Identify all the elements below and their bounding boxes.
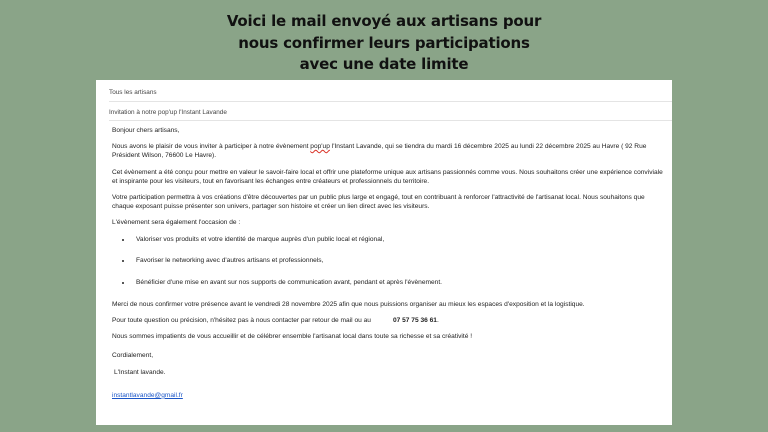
paragraph-contact	[112, 316, 664, 325]
slide-headline	[0, 11, 768, 76]
headline-line-2: nous confirmer leurs participations	[238, 33, 530, 52]
benefits-list	[112, 235, 664, 287]
paragraph-invitation	[112, 142, 664, 160]
text: .	[436, 317, 439, 325]
signoff: Cordialement,	[112, 352, 154, 360]
misspelled-word: pop'up	[310, 143, 330, 151]
list-intro: L'évènement sera également l'occasion de :	[112, 219, 241, 227]
divider	[109, 120, 672, 121]
email-screenshot	[96, 80, 672, 425]
email-body[interactable]	[112, 126, 664, 400]
list-item: • Valoriser vos produits et votre identité de marque auprès d'un public local et régional,	[132, 235, 664, 244]
text: Pour toute question ou précision, n'hésitez pas à nous contacter par retour de mail ou au	[112, 317, 371, 325]
divider	[109, 101, 672, 102]
paragraph-concept: Cet évènement a été conçu pour mettre en valeur le savoir-faire local et offrir une plateforme unique aux artisans passionnés comme vous. Nous souhaitons créer une expérience conviviale et inspirante pour les visiteurs, tout en favorisant les échanges entre créateurs et professionnels du territoire.	[112, 168, 663, 185]
signature: L'Instant lavande.	[114, 368, 166, 376]
paragraph-closing: Nous sommes impatients de vous accueillir et de célébrer ensemble l'artisanat local dans toute sa richesse et sa créativité !	[112, 333, 473, 341]
list-item: • Bénéficier d'une mise en avant sur nos supports de communication avant, pendant et après l'évènement.	[132, 278, 664, 287]
headline-line-3: avec une date limite	[299, 55, 469, 73]
greeting: Bonjour chers artisans,	[112, 127, 180, 134]
list-item: • Favoriser le networking avec d'autres artisans et professionnels,	[132, 256, 664, 265]
email-to-field[interactable]: Tous les artisans	[109, 89, 157, 96]
paragraph-deadline: Merci de nous confirmer votre présence avant le vendredi 28 novembre 2025 afin que nous puissions organiser au mieux les espaces d'exposition et la logistique.	[112, 300, 585, 308]
text: l'Instant Lavande, qui se tiendra du mardi 16 décembre 2025 au lundi 22 décembre 2025 au Havre ( 92 Rue Président Wilson, 76600 Le Havre).	[112, 143, 647, 160]
contact-email-link[interactable]: instantlavande@gmail.fr	[112, 391, 183, 399]
paragraph-participation: Votre participation permettra à vos créations d'être découvertes par un public plus large et engagé, tout en contribuant à renforcer l'attractivité de l'artisanat local. Nous souhaitons que chaque exposant puisse présenter son univers, partager son histoire et créer un lien direct avec les visiteurs.	[112, 194, 645, 211]
email-subject-field[interactable]: Invitation à notre pop'up l'Instant Lavande	[109, 109, 227, 116]
phone-number: 07 57 75 36 61	[392, 317, 437, 325]
headline-line-1: Voici le mail envoyé aux artisans pour	[226, 12, 542, 30]
text: Nous avons le plaisir de vous inviter à participer à notre évènement	[112, 143, 311, 151]
